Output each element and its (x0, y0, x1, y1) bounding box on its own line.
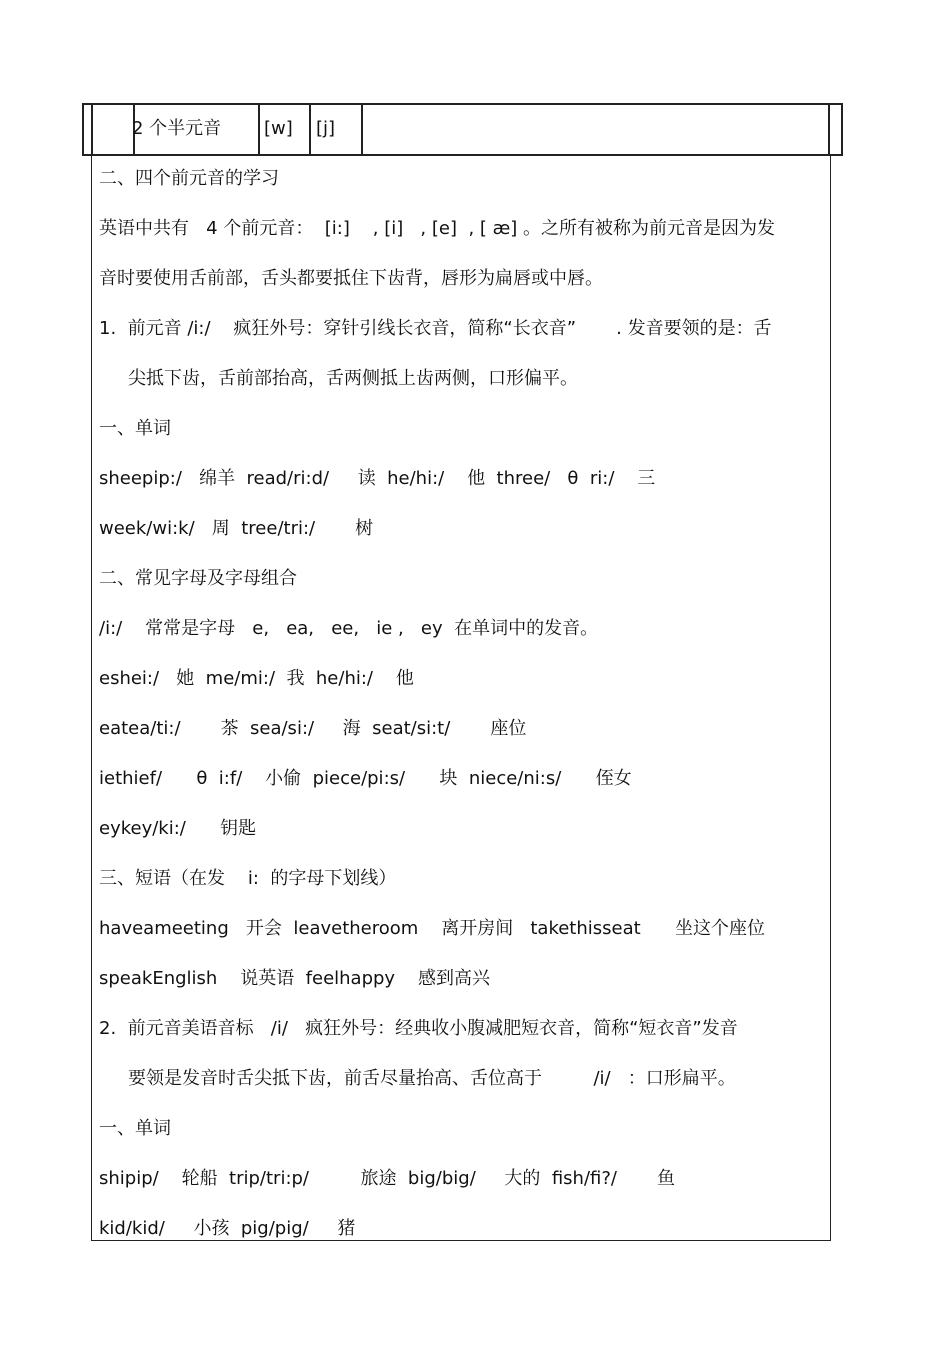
table-divider (828, 103, 830, 155)
numbered-item: 2. 前元音美语音标 /i/ 疯狂外号：经典收小腹减肥短衣音，简称“短衣音”发音 (99, 1018, 738, 1039)
word-list-line: eshei:/ 她 me/mi:/ 我 he/hi:/ 他 (99, 668, 414, 689)
phrase-line: speakEnglish 说英语 feelhappy 感到高兴 (99, 968, 490, 989)
rule-line: /i:/ 常常是字母 e, ea, ee, ie , ey 在单词中的发音。 (99, 618, 599, 639)
numbered-item: 1. 前元音 /i:/ 疯狂外号：穿针引线长衣音，简称“长衣音” . 发音要领的是：舌 (99, 318, 772, 339)
phrase-line: haveameeting 开会 leavetheroom 离开房间 takethisseat 坐这个座位 (99, 918, 766, 939)
subsection-heading: 三、短语（在发 i: 的字母下划线） (99, 868, 397, 889)
word-list-line: eatea/ti:/ 茶 sea/si:/ 海 seat/si:t/ 座位 (99, 718, 527, 739)
word-list-line: shipip/ 轮船 trip/tri:p/ 旅途 big/big/ 大的 fish/fi?/ 鱼 (99, 1168, 676, 1189)
table-border-top (82, 103, 843, 105)
word-list-line: iethief/ θ i:f/ 小偷 piece/pi:s/ 块 niece/ni:s/ 侄女 (99, 768, 632, 789)
table-divider (309, 103, 311, 155)
subsection-heading: 二、常见字母及字母组合 (99, 568, 297, 589)
word-list-line: eykey/ki:/ 钥匙 (99, 818, 257, 839)
paragraph-line: 英语中共有 4 个前元音： [i:] , [i] , [e] , [ æ] 。之所有被称为前元音是因为发 (99, 218, 776, 239)
paragraph-line: 音时要使用舌前部，舌头都要抵住下齿背，唇形为扁唇或中唇。 (99, 268, 603, 289)
table-divider (91, 103, 93, 155)
semi-vowel-w: [w] (264, 118, 293, 139)
subsection-heading: 一、单词 (99, 418, 171, 439)
numbered-item-continuation: 要领是发音时舌尖抵下齿，前舌尽量抬高、舌位高于 /i/ ：口形扁平。 (128, 1068, 736, 1089)
table-divider (841, 103, 843, 155)
subsection-heading: 一、单词 (99, 1118, 171, 1139)
semi-vowel-j: [j] (316, 118, 336, 139)
table-divider (258, 103, 260, 155)
table-divider (361, 103, 363, 155)
word-list-line: week/wi:k/ 周 tree/tri:/ 树 (99, 518, 374, 539)
word-list-line: sheepip:/ 绵羊 read/ri:d/ 读 he/hi:/ 他 three/ θ ri:/ 三 (99, 468, 656, 489)
table-divider (82, 103, 84, 155)
semi-vowel-table-row (82, 103, 843, 155)
numbered-item-continuation: 尖抵下齿，舌前部抬高，舌两侧抵上齿两侧，口形偏平。 (128, 368, 578, 389)
word-list-line: kid/kid/ 小孩 pig/pig/ 猪 (99, 1218, 356, 1239)
semi-vowel-label: 2 个半元音 (132, 118, 222, 139)
section-heading: 二、四个前元音的学习 (99, 168, 279, 189)
